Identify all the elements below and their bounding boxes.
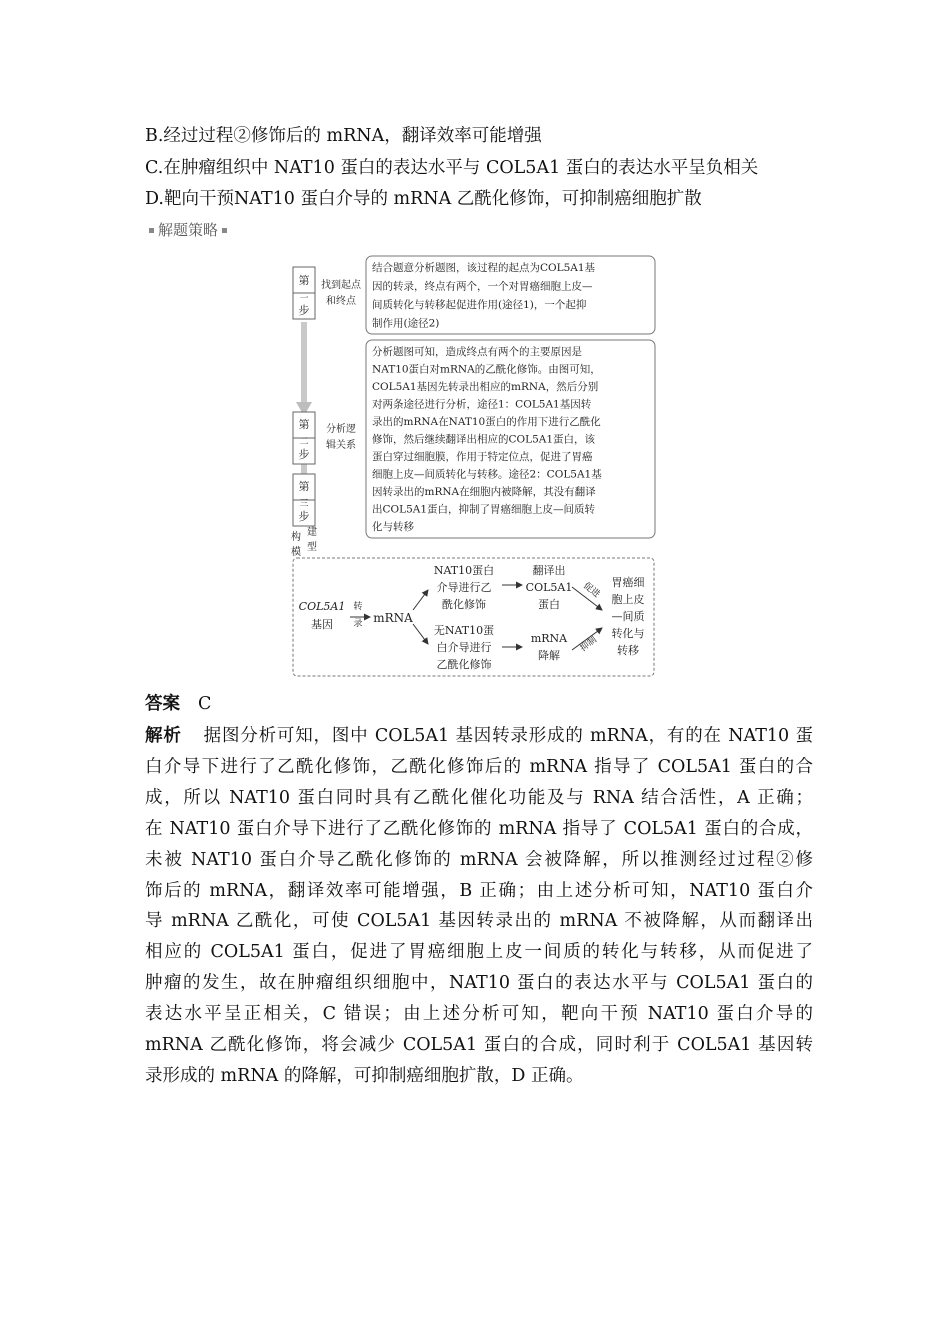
lower-text-line: 无NAT10蛋	[433, 624, 495, 637]
s2t-line: NAT10蛋白对mRNA的乙酰化修饰。由图可知，	[372, 363, 601, 376]
lower-text-line: 乙酰化修饰	[436, 658, 492, 671]
svg-text:分析逻: 分析逻	[326, 424, 356, 435]
s2t-line: 对两条途径进行分析，途径1：COL5A1基因转	[372, 398, 592, 411]
svg-text:无NAT10蛋白介导进行乙酰化修饰	[434, 624, 494, 671]
square-icon	[222, 228, 227, 233]
svg-text:录: 录	[353, 619, 363, 629]
svg-text:翻译出COL5A1蛋白	[526, 563, 573, 611]
s2t-line: 化与转移	[372, 521, 414, 533]
explanation-line: 白介导下进行了乙酰化修饰，乙酰化修饰后的 mRNA 指导了 COL5A1 蛋白的合	[145, 756, 813, 777]
upper-text-line: 介导进行乙	[436, 581, 492, 594]
translate-text-line: COL5A1	[525, 581, 573, 594]
svg-text:胃癌细胞上皮—间质转化与转移	[612, 576, 645, 657]
s1t-line: 结合题意分析题图，该过程的起点为COL5A1基	[372, 262, 596, 274]
explanation	[145, 721, 813, 1092]
option-b: B.经过过程②修饰后的 mRNA，翻译效率可能增强	[145, 126, 542, 146]
mrna-label: mRNA	[373, 611, 413, 625]
s1t-line: 间质转化与转移起促进作用(途径1)，一个起抑	[372, 299, 587, 311]
step-2	[293, 340, 655, 538]
step-3	[291, 474, 317, 558]
s2t-line: COL5A1基因先转录出相应的mRNA，然后分别	[372, 381, 599, 393]
strategy-diagram	[288, 252, 660, 680]
explanation-line: 相应的 COL5A1 蛋白，促进了胃癌细胞上皮一间质的转化与转移，从而促进了	[145, 942, 813, 963]
explanation-line: 表达水平呈正相关，C 错误；由上述分析可知，靶向干预 NAT10 蛋白介导的	[145, 1004, 813, 1025]
s2t-line: 因转录出的mRNA在细胞内被降解，其没有翻译	[372, 486, 596, 498]
svg-text:辑关系: 辑关系	[326, 440, 356, 451]
result-text-line: 胞上皮	[611, 593, 645, 606]
result-text-line: —间质	[611, 610, 645, 623]
svg-text:模: 模	[291, 547, 301, 558]
svg-text:三: 三	[299, 499, 309, 509]
s2t-line: 细胞上皮—间质转化与转移。途径2：COL5A1基	[372, 468, 602, 481]
s1t-line: 因的转录，终点有两个，一个对胃癌细胞上皮—	[372, 280, 593, 293]
translate-text-line: 蛋白	[538, 598, 560, 611]
model-diagram	[293, 558, 654, 676]
s2t-line: 录出的mRNA在NAT10蛋白的作用下进行乙酰化	[372, 416, 601, 428]
svg-text:二: 二	[299, 437, 309, 447]
result-text-line: 胃癌细	[611, 576, 645, 589]
answer-value: C	[198, 694, 212, 714]
svg-text:建: 建	[307, 527, 317, 538]
explanation-line: 饰后的 mRNA，翻译效率可能增强，B 正确；由上述分析可知，NAT10 蛋白介	[145, 880, 813, 901]
svg-text:分析题图可知，造成终点有两个的主要原因是NAT10蛋白对mR	[372, 345, 602, 533]
svg-text:步: 步	[298, 304, 310, 317]
svg-text:一: 一	[299, 294, 309, 304]
option-d: D.靶向干预NAT10 蛋白介导的 mRNA 乙酰化修饰，可抑制癌细胞扩散	[145, 189, 702, 209]
explanation-label: 解析	[145, 726, 182, 746]
answer-label: 答案	[145, 694, 180, 714]
explanation-line: 在 NAT10 蛋白介导下进行了乙酰化修饰的 mRNA 指导了 COL5A1 蛋白的合成，	[145, 818, 813, 839]
lower-text-line: 白介导进行	[436, 641, 492, 654]
step-1	[293, 256, 655, 334]
svg-text:步: 步	[298, 448, 310, 461]
svg-text:第: 第	[298, 418, 310, 431]
s1t-line: 制作用(途径2)	[372, 317, 440, 330]
strategy-heading: 解题策略	[145, 219, 231, 240]
svg-text:抑制: 抑制	[578, 634, 599, 654]
degrade-text-line: 降解	[538, 649, 560, 662]
svg-text:第: 第	[298, 480, 310, 493]
explanation-line: mRNA 乙酰化修饰，将会减少 COL5A1 蛋白的合成，同时利于 COL5A1 基因转	[145, 1035, 813, 1056]
svg-text:NAT10蛋白介导进行乙酰化修饰	[434, 564, 494, 611]
translate-text-line: 翻译出	[532, 564, 566, 577]
explanation-line: 成，所以 NAT10 蛋白同时具有乙酰化催化功能及与 RNA 结合活性，A 正确；	[145, 787, 813, 808]
explanation-line: 未被 NAT10 蛋白介导乙酰化修饰的 mRNA 会被降解，所以推测经过过程②修	[145, 849, 813, 870]
svg-text:和终点: 和终点	[326, 296, 356, 307]
svg-text:步: 步	[298, 510, 310, 523]
svg-text:型: 型	[307, 542, 317, 553]
answer	[145, 690, 211, 715]
explanation-line: 录形成的 mRNA 的降解，可抑制癌细胞扩散，D 正确。	[145, 1065, 584, 1086]
s2t-line: 修饰，然后继续翻译出相应的COL5A1蛋白，该	[372, 433, 596, 446]
svg-text:mRNA降解	[531, 632, 568, 662]
svg-text:促进: 促进	[581, 580, 602, 600]
degrade-text-line: mRNA	[530, 632, 568, 645]
svg-text:找到起点: 找到起点	[321, 280, 361, 291]
explanation-line: 肿瘤的发生，故在肿瘤组织细胞中，NAT10 蛋白的表达水平与 COL5A1 蛋白的	[145, 973, 813, 994]
s2t-line: 蛋白穿过细胞膜，作用于特定位点，促进了胃癌	[372, 451, 593, 463]
explanation-line: 解析 据图分析可知，图中 COL5A1 基因转录形成的 mRNA，有的在 NAT10 蛋	[145, 726, 814, 746]
explanation-line: 导 mRNA 乙酰化，可使 COL5A1 基因转录出的 mRNA 不被降解，从而翻译出	[145, 911, 813, 932]
svg-text:结合题意分析题图，该过程的起点为COL5A1基因的转录，终点	[372, 261, 596, 330]
gene-label: COL5A1	[298, 600, 346, 613]
square-icon	[149, 228, 154, 233]
svg-text:基因: 基因	[311, 618, 333, 631]
svg-text:第: 第	[298, 274, 310, 287]
s2t-line: 分析题图可知，造成终点有两个的主要原因是	[372, 346, 582, 358]
option-c: C.在肿瘤组织中 NAT10 蛋白的表达水平与 COL5A1 蛋白的表达水平呈负相关	[145, 158, 759, 178]
upper-text-line: 酰化修饰	[442, 598, 486, 611]
result-text-line: 转化与	[611, 627, 645, 640]
upper-text-line: NAT10蛋白	[433, 564, 495, 577]
svg-text:构: 构	[291, 532, 301, 543]
svg-text:转: 转	[353, 602, 363, 612]
s2t-line: 出COL5A1蛋白，抑制了胃癌细胞上皮—间质转	[372, 503, 596, 516]
result-text-line: 转移	[617, 644, 639, 657]
